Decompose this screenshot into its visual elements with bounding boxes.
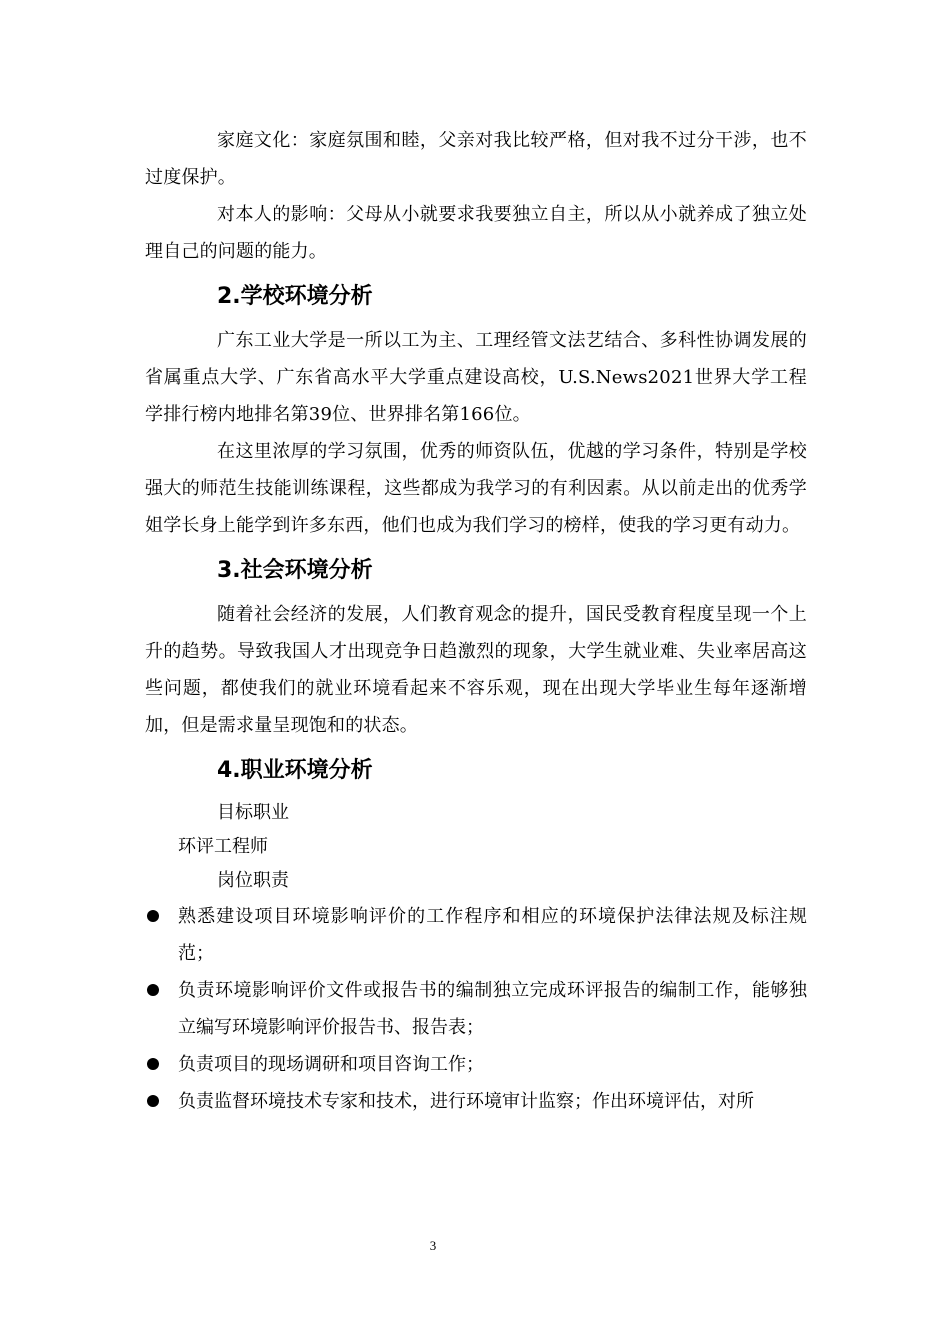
list-item bbox=[145, 972, 807, 1046]
list-item bbox=[145, 1046, 807, 1083]
career-environment-heading: 4.职业环境分析 bbox=[217, 758, 373, 783]
duty-text: 负责监督环境技术专家和技术，进行环境审计监察；作出环境评估，对所 bbox=[178, 1091, 754, 1112]
bullet-icon bbox=[147, 1058, 159, 1070]
duties-label: 岗位职责 bbox=[217, 870, 289, 891]
list-item bbox=[145, 1083, 807, 1120]
social-environment-paragraph: 随着社会经济的发展，人们教育观念的提升，国民受教育程度呈现一个上升的趋势。导致我国人才出现竞争日趋激烈的现象，大学生就业难、失业率居高这些问题，都使我们的就业环境看起来不容乐观，现在出现大学毕业生每年逐渐增加，但是需求量呈现饱和的状态。 bbox=[145, 604, 807, 736]
page-content bbox=[145, 122, 807, 1120]
family-culture-paragraph: 家庭文化：家庭氛围和睦，父亲对我比较严格，但对我不过分干涉，也不过度保护。 bbox=[145, 130, 807, 188]
bullet-icon bbox=[147, 984, 159, 996]
duties-list bbox=[145, 898, 807, 1120]
page-number: 3 bbox=[429, 1238, 437, 1253]
school-intro-paragraph: 广东工业大学是一所以工为主、工理经管文法艺结合、多科性协调发展的省属重点大学、广东省高水平大学重点建设高校，U.S.News2021世界大学工程学排行榜内地排名第39位、世界排名第166位。 bbox=[145, 330, 807, 425]
duty-text: 负责环境影响评价文件或报告书的编制独立完成环评报告的编制工作，能够独立编写环境影响评价报告书、报告表； bbox=[178, 980, 807, 1038]
social-environment-heading: 3.社会环境分析 bbox=[217, 558, 373, 583]
school-environment-heading: 2.学校环境分析 bbox=[217, 284, 373, 309]
bullet-icon bbox=[147, 1095, 159, 1107]
school-atmosphere-paragraph: 在这里浓厚的学习氛围，优秀的师资队伍，优越的学习条件，特别是学校强大的师范生技能训练课程，这些都成为我学习的有利因素。从以前走出的优秀学姐学长身上能学到许多东西，他们也成为我们学习的榜样，使我的学习更有动力。 bbox=[145, 441, 807, 536]
duty-text: 熟悉建设项目环境影响评价的工作程序和相应的环境保护法律法规及标注规范； bbox=[178, 906, 807, 964]
bullet-icon bbox=[147, 910, 159, 922]
list-item bbox=[145, 898, 807, 972]
duty-text: 负责项目的现场调研和项目咨询工作； bbox=[178, 1054, 484, 1075]
target-career-value: 环评工程师 bbox=[178, 836, 268, 857]
influence-paragraph: 对本人的影响：父母从小就要求我要独立自主，所以从小就养成了独立处理自己的问题的能力。 bbox=[145, 204, 807, 262]
target-career-label: 目标职业 bbox=[217, 802, 289, 823]
